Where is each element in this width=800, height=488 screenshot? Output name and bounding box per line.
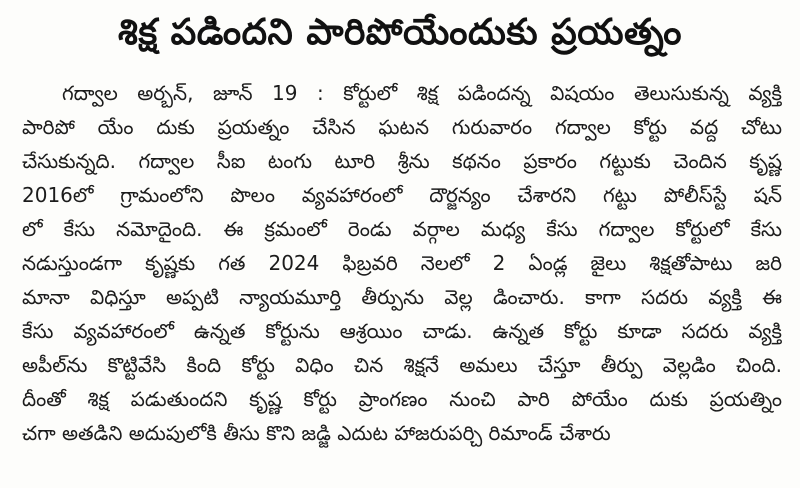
article-line: నడుస్తుండగా కృష్ణకు గత 2024 ఫిబ్రవరి నెలలో 2 ఏండ్ల జైలు శిక్షతోపాటు జరి <box>22 251 782 275</box>
article-line: 2016లో గ్రామంలోని పొలం వ్యవహారంలో దౌర్జన్యం చేశారని గట్టు పోలీస్‌స్టే షన్ <box>22 183 782 207</box>
article-line: చగా అతడిని అదుపులోకి తీసు కొని జడ్జి ఎదుట హాజరుపర్చి రిమాండ్ చేశారు <box>22 421 611 445</box>
article-line: గద్వాల అర్బన్, జూన్ 19 : కోర్టులో శిక్ష పడిందన్న విషయం తెలుసుకున్న వ్యక్తి <box>62 81 782 105</box>
article-line: అపీల్‌ను కొట్టివేసి కింది కోర్టు విధిం చిన శిక్షనే అమలు చేస్తూ తీర్పు వెల్లడిం చింది. <box>22 353 782 377</box>
headline: శిక్ష పడిందని పారిపోయేందుకు ప్రయత్నం <box>118 12 682 53</box>
article-line: దీంతో శిక్ష పడుతుందని కృష్ణ కోర్టు ప్రాంగణం నుంచి పారి పోయేం దుకు ప్రయత్నిం <box>22 387 782 411</box>
article-line: పారిపో యేం దుకు ప్రయత్నం చేసిన ఘటన గురువారం గద్వాల కోర్టు వద్ద చోటు <box>22 115 782 139</box>
article-line: మానా విధిస్తూ అప్పటి న్యాయమూర్తి తీర్పును వెల్ల డించారు. కాగా సదరు వ్యక్తి ఈ <box>22 285 782 309</box>
article-line: లో కేసు నమోదైంది. ఈ క్రమంలో రెండు వర్గాల మధ్య కేసు గద్వాల కోర్టులో కేసు <box>22 217 782 241</box>
article-line: చేసుకున్నది. గద్వాల సీఐ టంగు టూరి శ్రీను కథనం ప్రకారం గట్టుకు చెందిన కృష్ణ <box>22 149 782 173</box>
article-body <box>22 76 782 482</box>
article-line: కేసు వ్యవహారంలో ఉన్నత కోర్టును ఆశ్రయిం చాడు. ఉన్నత కోర్టు కూడా సదరు వ్యక్తి <box>22 319 782 343</box>
